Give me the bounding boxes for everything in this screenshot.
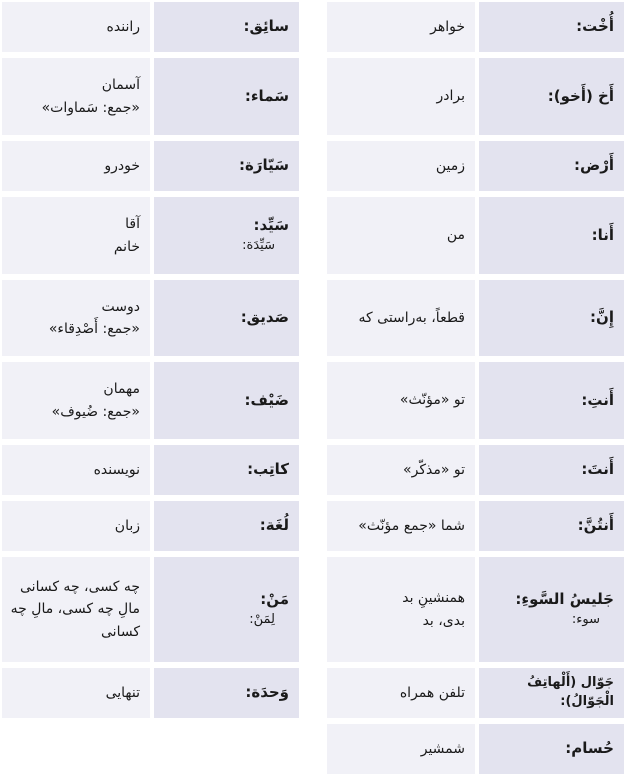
arabic-word-cell bbox=[479, 362, 624, 439]
arabic-word-secondary: سَیِّدَة: bbox=[242, 237, 275, 253]
vocab-column-left bbox=[2, 2, 299, 718]
persian-meaning-cell bbox=[327, 362, 475, 439]
vocab-row bbox=[327, 141, 624, 191]
vocab-row bbox=[2, 197, 299, 274]
arabic-word: جَلیسُ السَّوءِ: bbox=[515, 590, 614, 609]
meaning-line: مهمان bbox=[103, 381, 140, 398]
meaning-line: آقا bbox=[125, 216, 140, 233]
arabic-word-cell bbox=[479, 501, 624, 551]
vocab-row bbox=[2, 2, 299, 52]
meaning-line: تنهایی bbox=[105, 684, 140, 701]
persian-meaning-cell bbox=[327, 2, 475, 52]
vocab-row bbox=[2, 58, 299, 135]
arabic-word-cell bbox=[154, 141, 299, 191]
vocab-column-right bbox=[327, 2, 624, 774]
arabic-word-cell bbox=[479, 668, 624, 718]
arabic-word: جَوّال (أَلْهاتِفُ الْجَوّالُ): bbox=[527, 675, 614, 709]
persian-meaning-cell bbox=[2, 197, 150, 274]
arabic-word-cell bbox=[479, 557, 624, 662]
arabic-word-secondary: سوء: bbox=[571, 611, 600, 627]
vocab-row bbox=[2, 501, 299, 551]
meaning-line: شمشیر bbox=[420, 740, 465, 757]
arabic-word: أَنتُنَّ: bbox=[577, 516, 614, 535]
persian-meaning-cell bbox=[327, 280, 475, 356]
arabic-word: سائِق: bbox=[243, 17, 289, 36]
vocab-row bbox=[327, 58, 624, 135]
persian-meaning-cell bbox=[327, 445, 475, 495]
vocab-row bbox=[2, 362, 299, 439]
meaning-line: بدی، بد bbox=[422, 612, 465, 629]
arabic-word: أَنتَ: bbox=[581, 460, 614, 479]
arabic-word-cell bbox=[479, 58, 624, 135]
persian-meaning-cell bbox=[327, 141, 475, 191]
arabic-word: أَخ (أَخو): bbox=[547, 86, 614, 105]
arabic-word: أُخْت: bbox=[576, 17, 614, 36]
persian-meaning-cell bbox=[327, 197, 475, 274]
arabic-word: إِنَّ: bbox=[590, 308, 614, 327]
vocab-row bbox=[327, 197, 624, 274]
persian-meaning-cell bbox=[327, 668, 475, 718]
vocab-row bbox=[327, 362, 624, 439]
vocab-row bbox=[2, 445, 299, 495]
meaning-line: «جمع: أَصْدِقاء» bbox=[48, 321, 140, 337]
vocab-row bbox=[327, 501, 624, 551]
vocab-row bbox=[327, 2, 624, 52]
arabic-word-cell bbox=[479, 445, 624, 495]
vocab-row bbox=[2, 668, 299, 718]
arabic-word: أَنتِ: bbox=[581, 390, 614, 409]
meaning-line: آسمان bbox=[101, 77, 140, 94]
arabic-word: أَنا: bbox=[591, 225, 614, 244]
persian-meaning-cell bbox=[327, 501, 475, 551]
arabic-word-cell bbox=[154, 501, 299, 551]
arabic-word: ضَیْف: bbox=[244, 390, 289, 409]
meaning-line: قطعاً، به‌راستی که bbox=[358, 309, 465, 326]
vocab-row bbox=[2, 141, 299, 191]
arabic-word-cell bbox=[479, 280, 624, 356]
arabic-word-cell bbox=[154, 557, 299, 662]
meaning-line: تلفن همراه bbox=[399, 684, 465, 701]
meaning-line: «جمع: سَماوات» bbox=[41, 99, 140, 116]
persian-meaning-cell bbox=[2, 58, 150, 135]
persian-meaning-cell bbox=[2, 141, 150, 191]
arabic-word-cell bbox=[154, 197, 299, 274]
meaning-line: مالِ چه کسی، مالِ چه bbox=[10, 601, 140, 618]
persian-meaning-cell bbox=[2, 2, 150, 52]
vocab-row bbox=[327, 557, 624, 662]
arabic-word: صَدیق: bbox=[240, 308, 289, 327]
arabic-word: وَحدَة: bbox=[245, 683, 289, 702]
arabic-word: مَنْ: bbox=[260, 590, 289, 609]
arabic-word-cell bbox=[479, 724, 624, 774]
arabic-word: سَماء: bbox=[244, 86, 289, 105]
meaning-line: راننده bbox=[106, 18, 140, 35]
meaning-line: نویسنده bbox=[93, 461, 140, 478]
meaning-line: خانم bbox=[113, 238, 140, 255]
vocab-row bbox=[327, 724, 624, 774]
meaning-line: من bbox=[446, 227, 465, 244]
arabic-word: لُغَة: bbox=[259, 516, 289, 535]
vocab-row bbox=[2, 280, 299, 356]
arabic-word-cell bbox=[154, 668, 299, 718]
meaning-line: تو «مؤنّث» bbox=[399, 392, 465, 409]
vocab-row bbox=[327, 280, 624, 356]
persian-meaning-cell bbox=[2, 668, 150, 718]
arabic-word: سَیّارَة: bbox=[239, 156, 289, 175]
arabic-word-cell bbox=[479, 197, 624, 274]
meaning-line: خودرو bbox=[104, 157, 140, 174]
vocab-row bbox=[327, 445, 624, 495]
persian-meaning-cell bbox=[327, 557, 475, 662]
arabic-word: کاتِب: bbox=[247, 460, 289, 479]
meaning-line: همنشینِ بد bbox=[402, 590, 465, 607]
arabic-word-cell bbox=[479, 141, 624, 191]
arabic-word-cell bbox=[479, 2, 624, 52]
arabic-word-cell bbox=[154, 2, 299, 52]
arabic-word-cell bbox=[154, 58, 299, 135]
arabic-word: سَیِّد: bbox=[253, 216, 289, 235]
vocab-row bbox=[327, 668, 624, 718]
meaning-line: کسانی bbox=[101, 623, 140, 640]
persian-meaning-cell bbox=[2, 501, 150, 551]
meaning-line: دوست bbox=[101, 298, 140, 315]
arabic-word: حُسام: bbox=[565, 739, 614, 758]
arabic-word: أَرْض: bbox=[574, 156, 614, 175]
arabic-word-cell bbox=[154, 280, 299, 356]
meaning-line: «جمع: ضُیوف» bbox=[51, 403, 140, 420]
meaning-line: برادر bbox=[436, 88, 465, 105]
meaning-line: زبان bbox=[114, 517, 140, 534]
arabic-word-secondary: لِمَنْ: bbox=[249, 611, 275, 627]
vocab-row bbox=[2, 557, 299, 662]
persian-meaning-cell bbox=[327, 724, 475, 774]
persian-meaning-cell bbox=[327, 58, 475, 135]
persian-meaning-cell bbox=[2, 362, 150, 439]
arabic-word-cell bbox=[154, 445, 299, 495]
meaning-line: شما «جمع مؤنّث» bbox=[358, 517, 465, 534]
persian-meaning-cell bbox=[2, 557, 150, 662]
meaning-line: خواهر bbox=[430, 18, 465, 35]
arabic-word-cell bbox=[154, 362, 299, 439]
persian-meaning-cell bbox=[2, 445, 150, 495]
meaning-line: چه کسی، چه کسانی bbox=[20, 578, 140, 595]
meaning-line: زمین bbox=[435, 157, 465, 174]
meaning-line: تو «مذکّر» bbox=[403, 461, 465, 478]
persian-meaning-cell bbox=[2, 280, 150, 356]
